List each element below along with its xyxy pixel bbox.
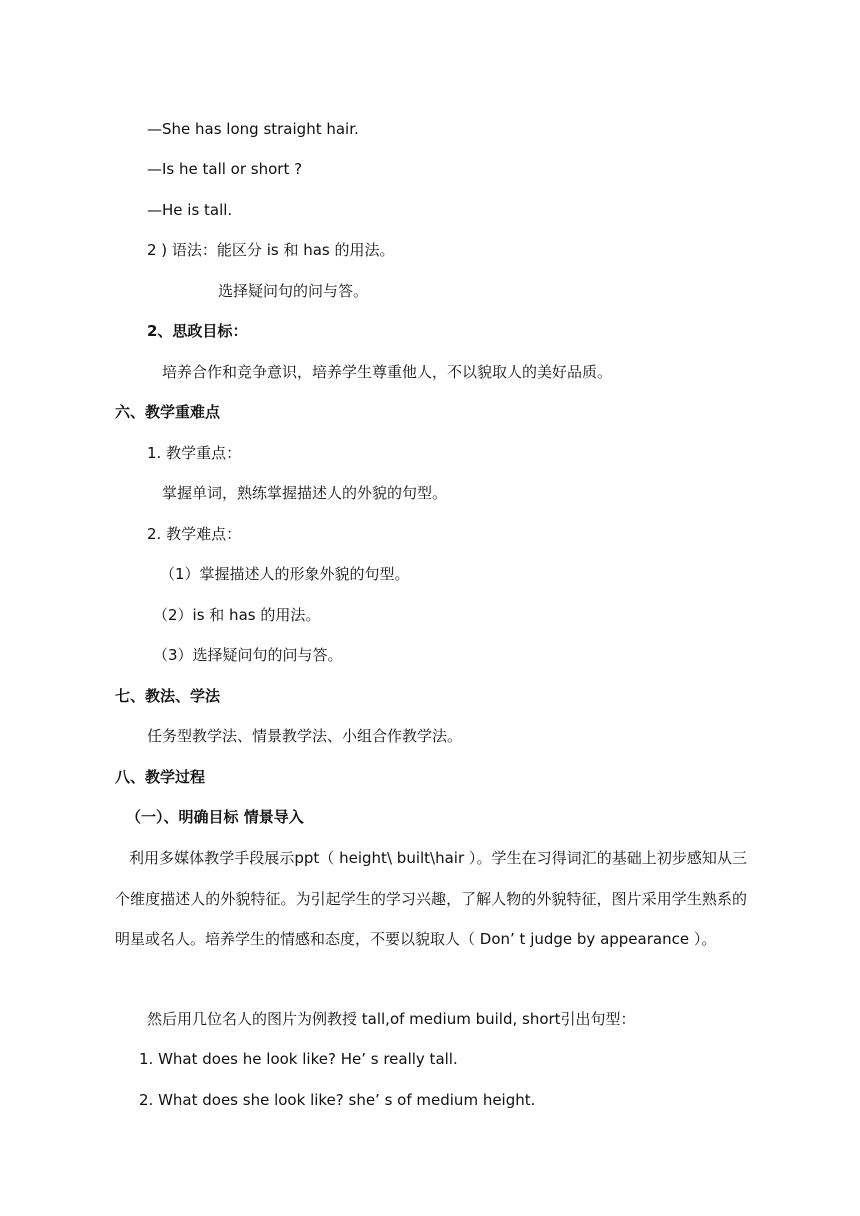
grammar-goal-cont: 选择疑问句的问与答。	[218, 282, 369, 300]
dialogue-line: —Is he tall or short ?	[147, 160, 303, 178]
grammar-goal: 2 ) 语法：能区分 is 和 has 的用法。	[147, 241, 395, 259]
body-text: 任务型教学法、情景教学法、小组合作教学法。	[147, 727, 463, 745]
section-heading: 六、教学重难点	[115, 403, 221, 421]
dialogue-line: —She has long straight hair.	[147, 120, 359, 138]
list-item: 1. 教学重点：	[147, 444, 242, 462]
example-sentence: 1. What does he look like? He’ s really tall.	[139, 1050, 458, 1068]
example-sentence: 2. What does she look like? she’ s of medium height.	[139, 1091, 536, 1109]
dialogue-line: —He is tall.	[147, 201, 233, 219]
list-item: （1）掌握描述人的形象外貌的句型。	[160, 565, 410, 583]
body-paragraph: 利用多媒体教学手段展示ppt（ height\ built\hair ）。学生在习得词汇的基础上初步感知从三个维度描述人的外貌特征。为引起学生的学习兴趣，了解人物的外貌特征，图片采用学生熟系的明星或名人。培养学生的情感和态度，不要以貌取人（ Don’ t judge by appearance ）。	[115, 849, 747, 948]
section-heading: 七、教法、学法	[115, 687, 221, 705]
list-item: 2. 教学难点：	[147, 525, 242, 543]
body-text: 掌握单词，熟练掌握描述人的外貌的句型。	[162, 484, 448, 502]
list-item: （2）is 和 has 的用法。	[153, 606, 321, 624]
list-item: （3）选择疑问句的问与答。	[153, 646, 343, 664]
body-text: 然后用几位名人的图片为例教授 tall,of medium build, short引出句型：	[147, 1010, 636, 1028]
subheading: （一）、明确目标 情景导入	[126, 808, 304, 826]
subheading: 2、思政目标：	[147, 322, 248, 340]
section-heading: 八、教学过程	[115, 768, 206, 786]
body-text: 培养合作和竞争意识，培养学生尊重他人，不以貌取人的美好品质。	[162, 363, 613, 381]
